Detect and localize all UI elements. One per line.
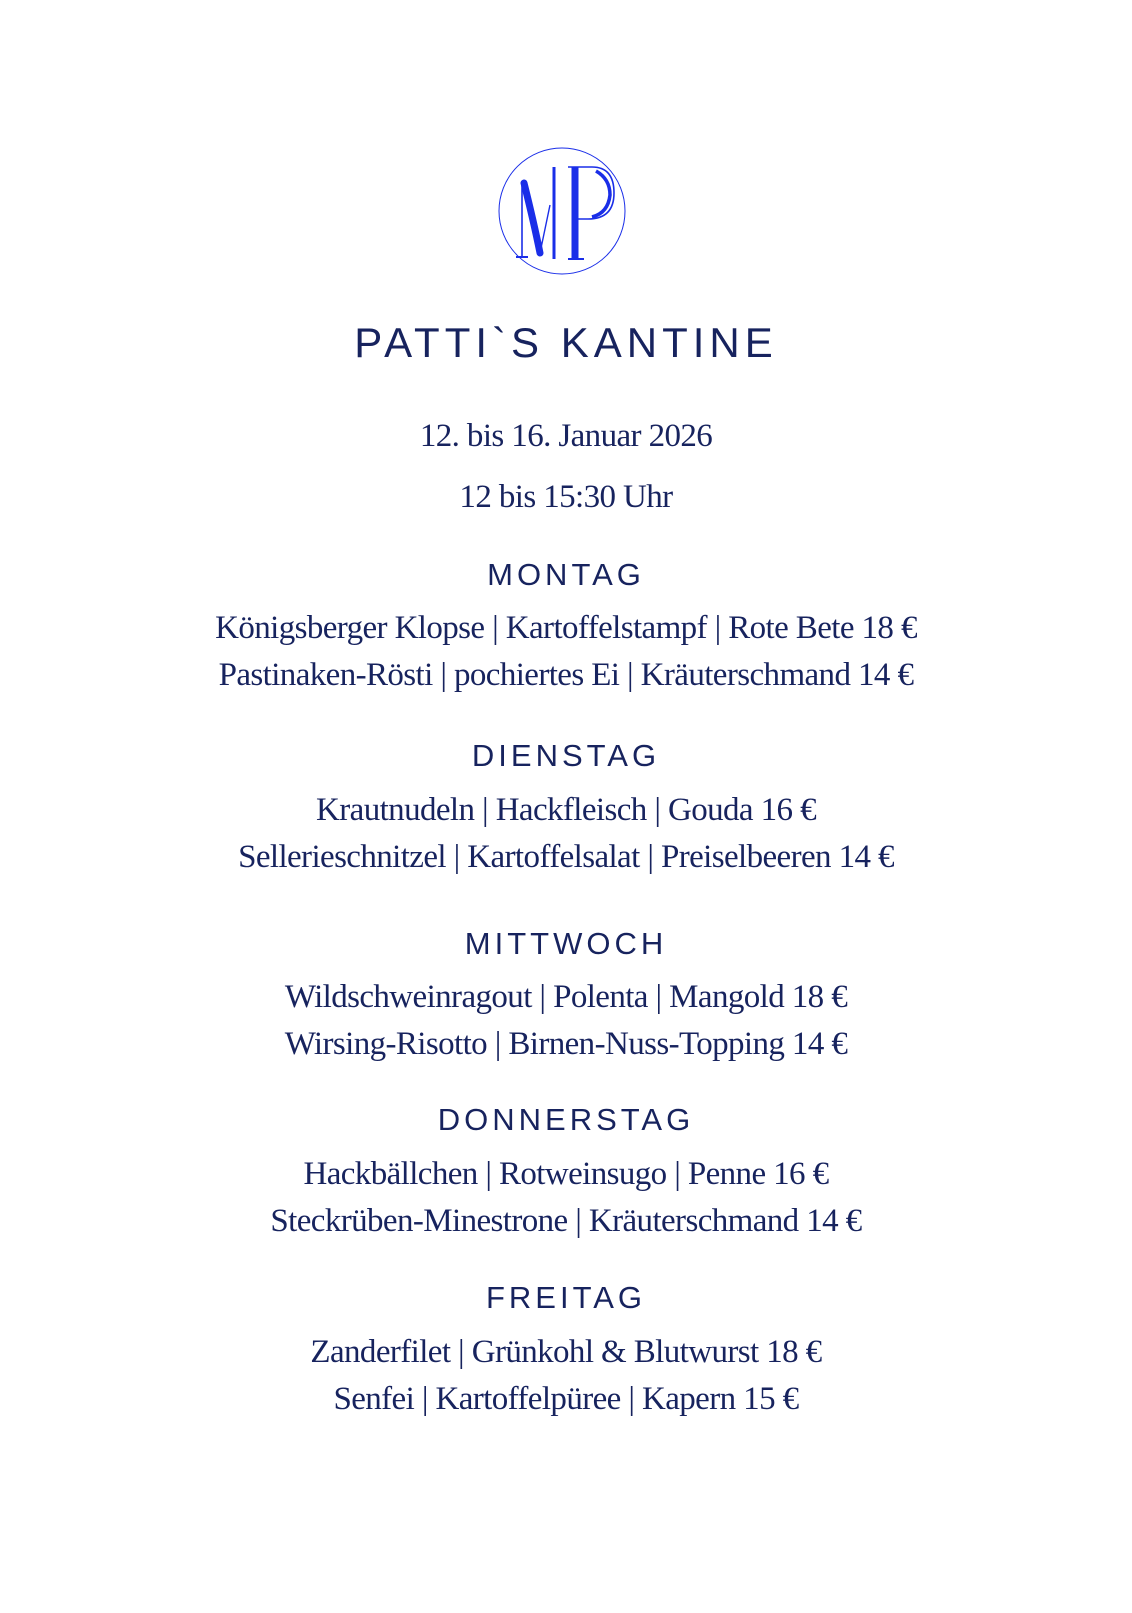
- dates-text: 12. bis 16. Januar 2026: [419, 418, 713, 454]
- dish-line: Hackbällchen | Rotweinsugo | Penne 16 €: [303, 1156, 829, 1192]
- dish-line: Zanderfilet | Grünkohl & Blutwurst 18 €: [310, 1334, 822, 1370]
- dish-line: Königsberger Klopse | Kartoffelstampf | Rote Bete 18 €: [215, 610, 917, 646]
- dish-line: Krautnudeln | Hackfleisch | Gouda 16 €: [316, 792, 816, 828]
- hours-text: 12 bis 15:30 Uhr: [459, 479, 673, 515]
- dish-line: Wirsing-Risotto | Birnen-Nuss-Topping 14 €: [284, 1026, 848, 1062]
- dish-line: Wildschweinragout | Polenta | Mangold 18 €: [284, 979, 848, 1015]
- day-heading-dienstag: DIENSTAG: [471, 738, 661, 773]
- day-heading-mittwoch: MITTWOCH: [464, 926, 668, 961]
- day-heading-donnerstag: DONNERSTAG: [437, 1102, 695, 1137]
- dish-line: Pastinaken-Rösti | pochiertes Ei | Kräuterschmand 14 €: [218, 657, 914, 693]
- dish-line: Sellerieschnitzel | Kartoffelsalat | Preiselbeeren 14 €: [238, 839, 894, 875]
- day-heading-montag: MONTAG: [487, 557, 645, 592]
- dish-line: Senfei | Kartoffelpüree | Kapern 15 €: [333, 1381, 799, 1417]
- day-heading-freitag: FREITAG: [485, 1280, 647, 1315]
- page-title: PATTI`S KANTINE: [354, 319, 778, 366]
- mp-monogram-icon: [496, 145, 628, 277]
- dish-line: Steckrüben-Minestrone | Kräuterschmand 14 €: [270, 1203, 862, 1239]
